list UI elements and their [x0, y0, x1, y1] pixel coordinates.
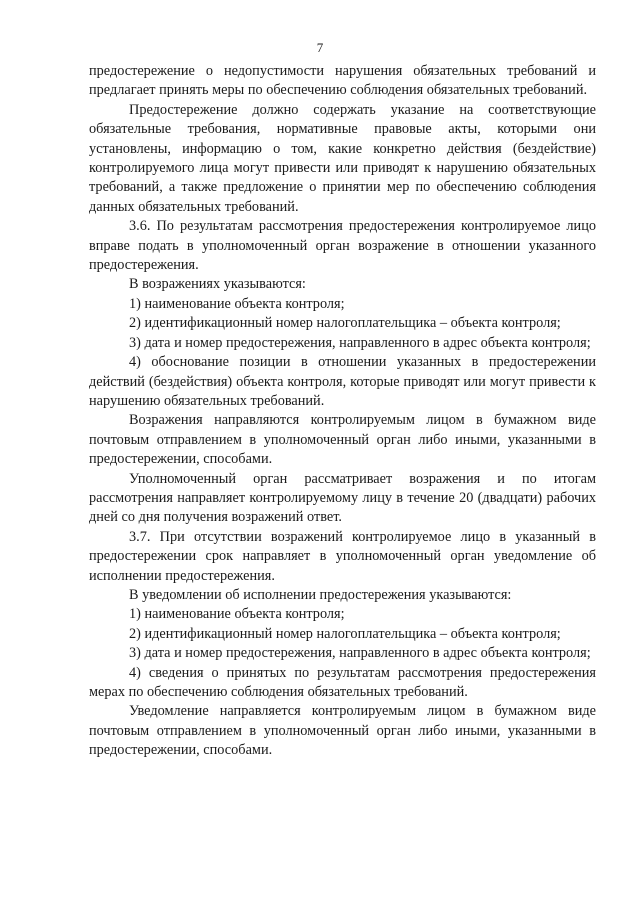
paragraph: предостережение о недопустимости нарушения обязательных требований и предлагает принять меры по обеспечению соблюдения обязательных требований.: [89, 63, 596, 99]
list-item: 4) сведения о принятых по результатам рассмотрения предостережения мерах по обеспечению соблюдения обязательных требований.: [89, 664, 596, 700]
list-item: 2) идентификационный номер налогоплательщика – объекта контроля;: [129, 625, 561, 642]
list-item: 3) дата и номер предостережения, направленного в адрес объекта контроля;: [129, 334, 591, 351]
paragraph: В уведомлении об исполнении предостережения указываются:: [129, 586, 512, 603]
list-item: 4) обоснование позиции в отношении указанных в предостережении действий (бездействия) объекта контроля, которые приводят или могут привести к нарушению обязательных требований.: [89, 354, 596, 409]
paragraph: Уполномоченный орган рассматривает возражения и по итогам рассмотрения направляет контролируемому лицу в течение 20 (двадцати) рабочих дней со дня получения возражений ответ.: [89, 470, 596, 526]
page-number: 7: [316, 40, 324, 55]
list-item: 3) дата и номер предостережения, направленного в адрес объекта контроля;: [129, 645, 591, 662]
paragraph: 3.7. При отсутствии возражений контролируемое лицо в указанный в предостережении срок направляет в уполномоченный орган уведомление об исполнении предостережения.: [89, 528, 596, 584]
list-item: 2) идентификационный номер налогоплательщика – объекта контроля;: [129, 315, 561, 332]
list-item: 1) наименование объекта контроля;: [129, 295, 345, 312]
paragraph: Уведомление направляется контролируемым лицом в бумажном виде почтовым отправлением в уполномоченный орган либо иными, указанными в предостережении, способами.: [89, 703, 596, 759]
list-item: 1) наименование объекта контроля;: [129, 606, 345, 623]
paragraph: Предостережение должно содержать указание на соответствующие обязательные требования, нормативные правовые акты, которыми они установлены, информацию о том, какие конкретно действия (бездействие) контролируемого лица могут привести или приводят к нарушению обязательных требований, а также предложение о принятии мер по обеспечению соблюдения данных обязательных требований.: [89, 101, 596, 215]
paragraph: Возражения направляются контролируемым лицом в бумажном виде почтовым отправлением в уполномоченный орган либо иными, указанными в предостережении, способами.: [89, 412, 596, 468]
document-body: [89, 62, 596, 761]
paragraph: В возражениях указываются:: [129, 276, 306, 293]
paragraph: 3.6. По результатам рассмотрения предостережения контролируемое лицо вправе подать в уполномоченный орган возражение в отношении указанного предостережения.: [89, 218, 596, 274]
